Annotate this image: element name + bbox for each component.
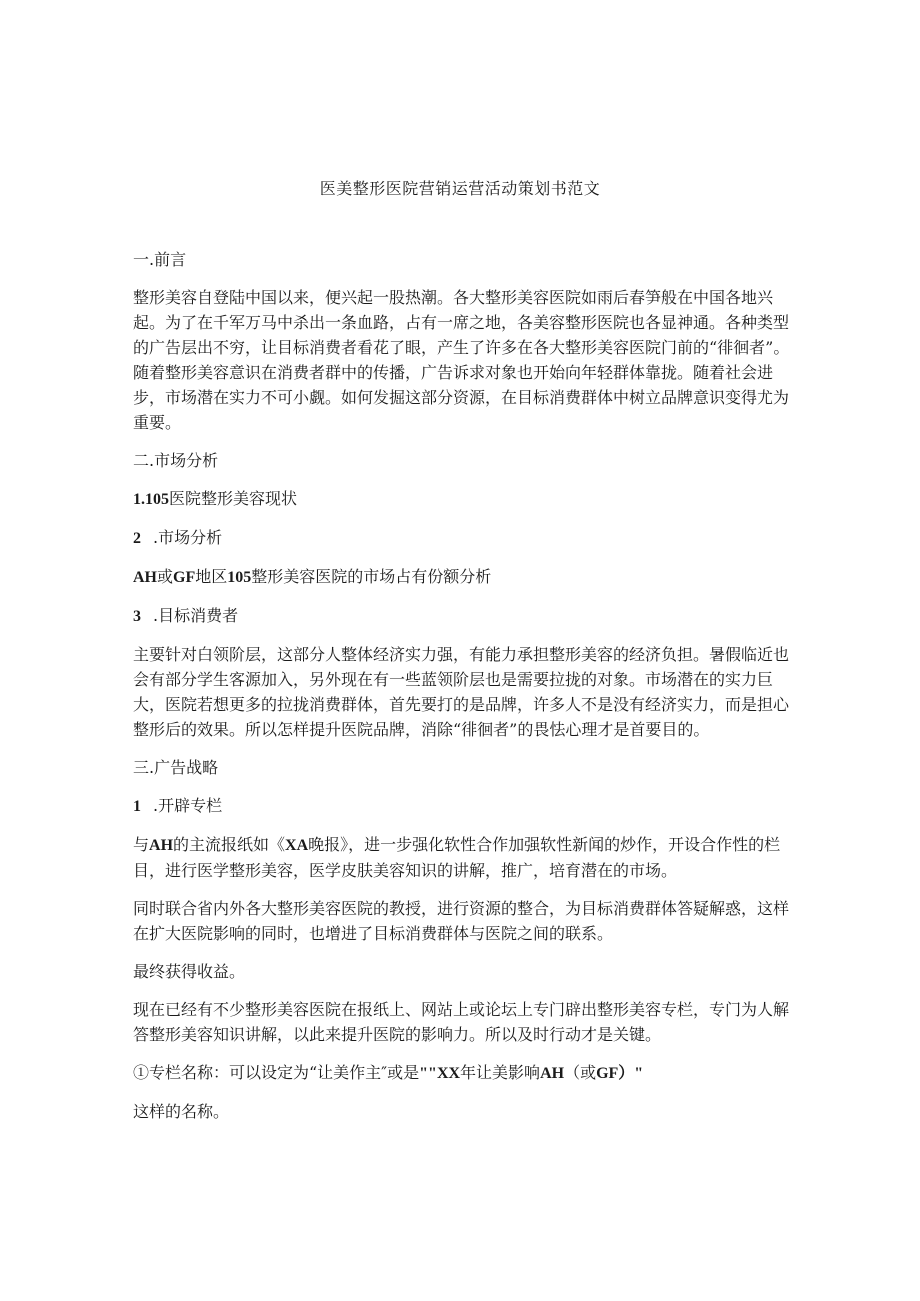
document-title: 医美整形医院营销运营活动策划书范文 xyxy=(319,179,601,198)
bold-text: AH xyxy=(149,837,174,854)
column-cooperation-paragraph xyxy=(133,832,793,883)
text: 或 xyxy=(157,567,174,586)
final-gain-paragraph: 最终获得收益。 xyxy=(133,962,246,981)
list-item-text: 医院整形美容现状 xyxy=(169,489,298,508)
section-heading-ad-strategy: 三.广告战略 xyxy=(133,758,219,777)
list-item-target-consumers xyxy=(133,603,793,629)
bold-text: XA xyxy=(285,837,309,854)
column-name-paragraph xyxy=(133,1060,793,1086)
list-item-number: 1 xyxy=(133,798,141,815)
section-heading-market-analysis: 二.市场分析 xyxy=(133,451,219,470)
preface-paragraph: 整形美容自登陆中国以来，便兴起一股热潮。各大整形美容医院如雨后春笋般在中国各地兴起。为了在千军万马中杀出一条血路，占有一席之地，各美容整形医院也各显神通。各种类型的广告层出不穷，让目标消费者看花了眼，产生了许多在各大整形美容医院门前的“徘徊者”。随着整形美容意识在消费者群中的传播，广告诉求对象也开始向年轻群体靠拢。随着社会进步，市场潜在实力不可小觑。如何发掘这部分资源，在目标消费群体中树立品牌意识变得尤为重要。 xyxy=(133,288,790,432)
text: 晚报》，进一步强化软性合作加强软性新闻的炒作，开设合作性的栏目，进行医学整形美容，医学皮肤美容知识的讲解，推广，培育潜在的市场。 xyxy=(133,835,781,880)
target-consumers-paragraph: 主要针对白领阶层，这部分人整体经济实力强，有能力承担整形美容的经济负担。暑假临近也会有部分学生客源加入，另外现在有一些蓝领阶层也是需要拉拢的对象。市场潜在的实力巨大，医院若想更多的拉拢消费群体，首先要打的是品牌，许多人不是没有经济实力，而是担心整形后的效果。所以怎样提升医院品牌，消除“徘徊者”的畏怯心理才是首要目的。 xyxy=(133,645,790,739)
column-name-suffix: 这样的名称。 xyxy=(133,1102,230,1121)
text: （或 xyxy=(564,1063,597,1082)
bold-text: ""XX xyxy=(419,1065,461,1082)
text: 与 xyxy=(133,835,150,854)
text: 整形美容医院的市场占有份额分析 xyxy=(251,567,492,586)
list-item-number: 1.105 xyxy=(133,491,169,508)
list-item-market-analysis xyxy=(133,525,793,551)
bold-text: GF xyxy=(596,1065,619,1082)
list-item-text: .目标消费者 xyxy=(153,606,239,625)
list-item-hospital-status xyxy=(133,486,793,512)
list-item-number: 3 xyxy=(133,608,141,625)
list-item-open-column xyxy=(133,793,793,819)
existing-columns-paragraph: 现在已经有不少整形美容医院在报纸上、网站上或论坛上专门辟出整形美容专栏，专门为人解答整形美容知识讲解，以此来提升医院的影响力。所以及时行动才是关键。 xyxy=(133,1000,790,1044)
text: 的主流报纸如《 xyxy=(173,835,286,854)
bold-text: AH xyxy=(133,569,157,586)
text: 地区 xyxy=(195,567,228,586)
bold-text: AH xyxy=(540,1065,565,1082)
list-item-number: 2 xyxy=(133,530,141,547)
document-body xyxy=(133,247,793,1137)
market-share-line xyxy=(133,564,793,590)
list-item-text: .市场分析 xyxy=(153,528,223,547)
section-heading-preface: 一.前言 xyxy=(133,250,187,269)
joint-experts-paragraph: 同时联合省内外各大整形美容医院的教授，进行资源的整合，为目标消费群体答疑解惑，这样在扩大医院影响的同时，也增进了目标消费群体与医院之间的联系。 xyxy=(133,899,790,943)
text: ①专栏名称：可以设定为“让美作主″或是 xyxy=(133,1063,420,1082)
text: 年让美影响 xyxy=(460,1063,541,1082)
bold-text: 105 xyxy=(227,569,252,586)
bold-text: GF xyxy=(173,569,196,586)
bold-text: ）" xyxy=(618,1065,644,1082)
list-item-text: .开辟专栏 xyxy=(153,796,223,815)
